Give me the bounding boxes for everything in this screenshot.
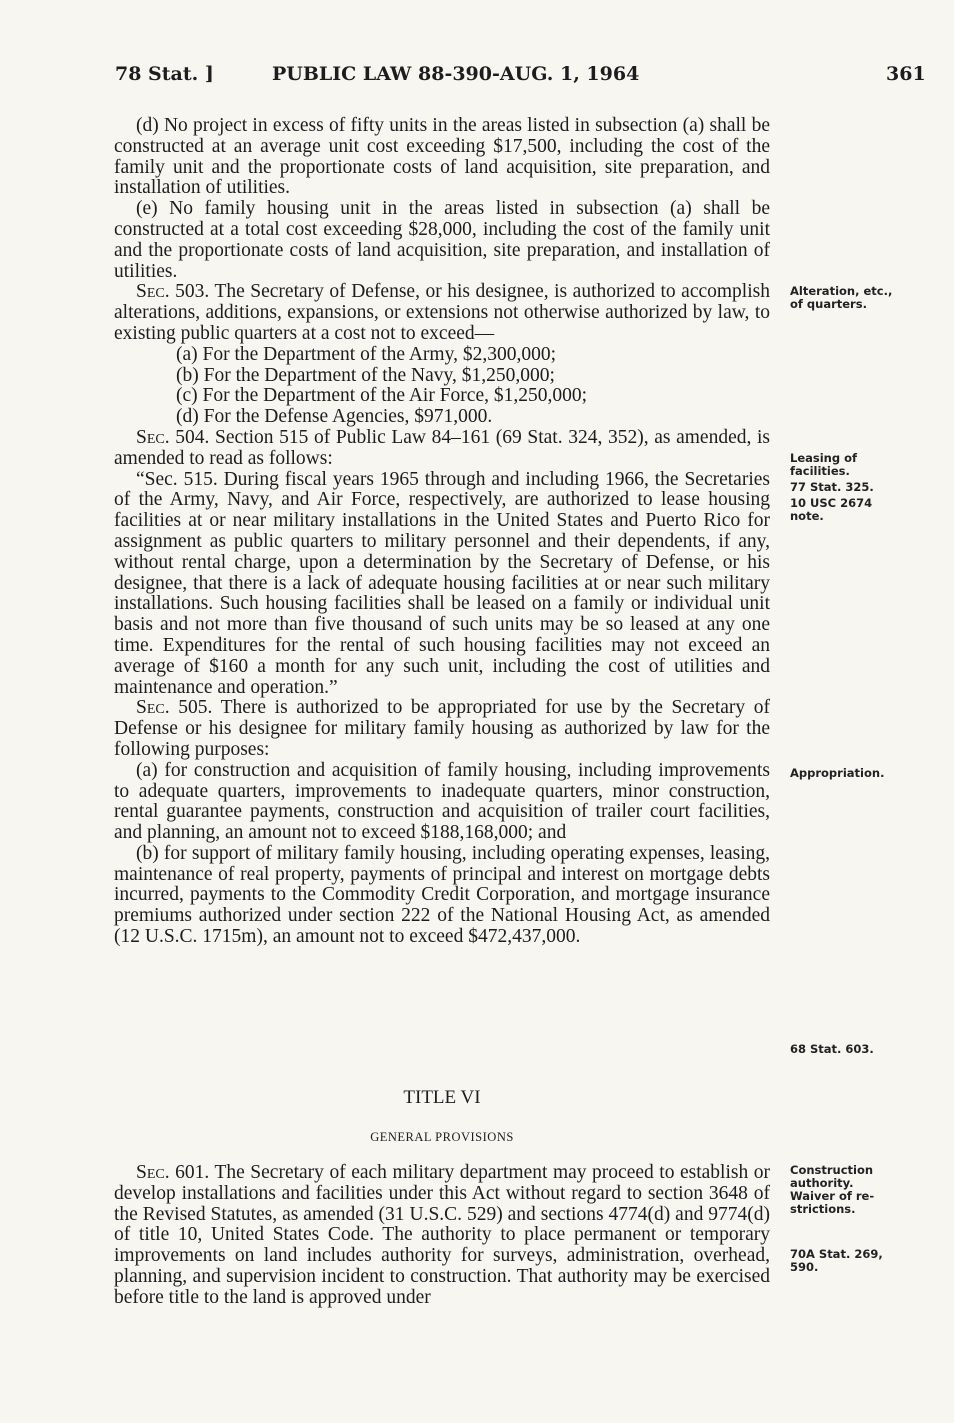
section-503-item-b: (b) For the Department of the Navy, $1,250,000; — [176, 364, 555, 386]
section-505-item-a: (a) for construction and acquisition of family housing, including improvements to adequate quarters, improvements to inadequate quarters, minor construction, rental guarantee payments, construction and acquisition of trailer court facilities, and planning, an amount not to exceed $188,168,000; and — [114, 759, 770, 844]
margin-note-line: Leasing of — [790, 451, 858, 465]
section-503-label: Sec. 503. — [136, 281, 210, 303]
header-law-title: PUBLIC LAW 88-390-AUG. 1, 1964 — [272, 63, 640, 85]
margin-note-line: 590. — [790, 1260, 819, 1274]
section-601-text: The Secretary of each military department may proceed to establish or develop installations and facilities under this Act without regard to section 3648 of the Revised Statutes, as amended (31 U.S.C. 529) and sections 4774(d) and 9774(d) of title 10, United States Code. The authority to place permanent or temporary improvements on land includes authority for surveys, administration, overhead, planning, and supervision incident to construction. That authority may be exercised before title to the land is approved under — [114, 1162, 770, 1308]
margin-note-line: 70A Stat. 269, — [790, 1247, 883, 1261]
section-601 — [114, 1163, 770, 1309]
section-505-label: Sec. 505. — [136, 697, 213, 719]
margin-note-70a-stat — [790, 1248, 920, 1274]
section-505 — [114, 698, 770, 760]
section-504-text: Section 515 of Public Law 84–161 (69 Stat. 324, 352), as amended, is amended to read as follows: — [114, 426, 770, 469]
section-503-item-a: (a) For the Department of the Army, $2,300,000; — [176, 343, 556, 365]
section-503-text: The Secretary of Defense, or his designee, is authorized to accomplish alterations, additions, expansions, or extensions not otherwise authorized by law, to existing public quarters at a cost not to exceed— — [114, 281, 770, 344]
margin-note-line: Appropriation. — [790, 766, 885, 780]
paragraph-d: (d) No project in excess of fifty units in the areas listed in subsection (a) shall be constructed at an average unit cost exceeding $17,500, including the cost of the family unit and the proportionate costs of land acquisition, site preparation, and installation of utilities. — [114, 115, 770, 199]
section-515-quote: “Sec. 515. During fiscal years 1965 through and including 1966, the Secretaries of the Army, Navy, and Air Force, respectively, are authorized to lease housing facilities at or near military installations in the United States and Puerto Rico for assignment as public quarters to military personnel and their dependents, if any, without rental charge, upon a determination by the Secretary of Defense, or his designee, that there is a lack of adequate housing facilities at or near such military installations. Such housing facilities shall be leased on a family or individual unit basis and not more than five thousand of such units may be so leased at any one time. Expenditures for the rental of such housing facilities may not exceed an average of $160 a month for any such unit, including the cost of utilities and maintenance and operation.” — [114, 468, 770, 698]
title-subheading: GENERAL PROVISIONS — [370, 1130, 514, 1144]
margin-note-line: 77 Stat. 325. — [790, 480, 874, 494]
main-text-block — [114, 116, 770, 948]
margin-note-line: Alteration, etc., — [790, 284, 893, 298]
margin-note-line: note. — [790, 509, 824, 523]
paragraph-e: (e) No family housing unit in the areas listed in subsection (a) shall be constructed at a total cost exceeding $28,000, including the cost of the family unit and the proportionate costs of land acquisition, site preparation, and installation of utilities. — [114, 198, 770, 282]
section-505-item-b: (b) for support of military family housing, including operating expenses, leasing, maintenance of real property, payments of principal and interest on mortgage debts incurred, payments to the Commodity Credit Corporation, and mortgage insurance premiums authorized under section 222 of the National Housing Act, as amended (12 U.S.C. 1715m), an amount not to exceed $472,437,000. — [114, 842, 770, 948]
title-vi-text-block — [114, 1163, 770, 1309]
section-503-item-c: (c) For the Department of the Air Force, $1,250,000; — [176, 385, 588, 407]
section-505-text: There is authorized to be appropriated for use by the Secretary of Defense or his designee for military family housing as authorized by law for the following purposes: — [114, 697, 770, 760]
section-601-label: Sec. 601. — [136, 1162, 210, 1183]
section-503 — [114, 282, 770, 344]
section-504 — [114, 428, 770, 470]
margin-note-appropriation — [790, 767, 920, 780]
margin-note-line: 10 USC 2674 — [790, 496, 873, 510]
section-504-label: Sec. 504. — [136, 426, 210, 448]
margin-note-line: Waiver of re- — [790, 1189, 875, 1203]
header-statute-volume: 78 Stat. ] — [115, 63, 214, 85]
margin-note-line: Construction — [790, 1163, 874, 1177]
margin-note-line: facilities. — [790, 464, 850, 478]
margin-note-line: strictions. — [790, 1202, 856, 1216]
margin-note-68-stat — [790, 1043, 920, 1056]
margin-note-line: authority. — [790, 1176, 854, 1190]
section-503-item-d: (d) For the Defense Agencies, $971,000. — [176, 406, 493, 428]
margin-note-line: 68 Stat. 603. — [790, 1042, 874, 1056]
margin-note-construction — [790, 1164, 920, 1216]
title-heading: TITLE VI — [403, 1087, 481, 1108]
margin-note-leasing — [790, 452, 920, 523]
page-number: 361 — [886, 63, 926, 85]
margin-note-line: of quarters. — [790, 297, 867, 311]
margin-note-alteration — [790, 285, 920, 311]
